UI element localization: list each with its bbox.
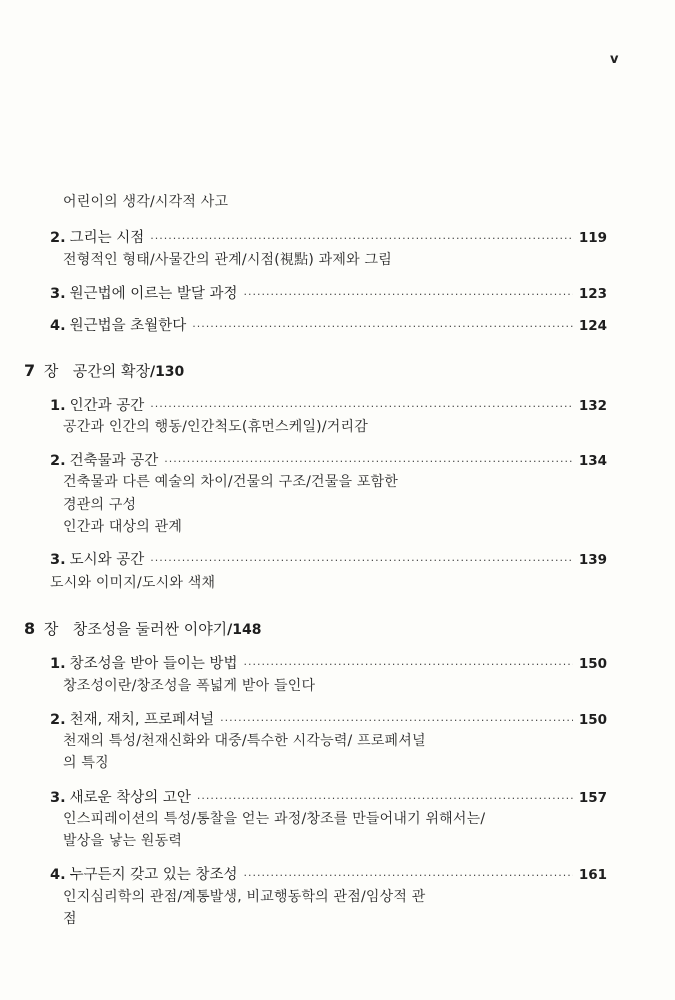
subtopics-6-1: 어린이의 생각/시각적 사고 [63, 194, 229, 210]
leader-dots [197, 792, 573, 805]
page-number: v [610, 52, 619, 67]
leader-dots [164, 455, 573, 468]
subtopics-7-2-line1: 건축물과 다른 예술의 차이/건물의 구조/건물을 포함한 [63, 474, 399, 490]
subtopics-8-3-line2: 발상을 낳는 원동력 [63, 833, 183, 849]
toc-entry-7-1[interactable] [50, 394, 607, 415]
section-number: 4. [50, 867, 66, 883]
section-page: 134 [578, 453, 607, 469]
subtopics-7-1: 공간과 인간의 행동/인간척도(휴먼스케일)/거리감 [63, 419, 368, 435]
toc-entry-7-2[interactable] [50, 449, 607, 470]
subtopics-6-2: 전형적인 형태/사물간의 관계/시점(視點) 과제와 그림 [63, 252, 392, 268]
subtopics-8-4-line2: 점 [63, 911, 77, 927]
section-title: 인간과 공간 [69, 398, 145, 414]
chapter-page: /148 [227, 622, 262, 638]
section-number: 2. [50, 230, 66, 246]
chapter-title: 공간의 확장 [72, 362, 150, 380]
chapter-number: 7 [24, 361, 36, 380]
chapter-number: 8 [24, 619, 36, 638]
leader-dots [244, 658, 573, 671]
chapter-title: 창조성을 둘러싼 이야기 [72, 620, 228, 638]
subtopics-8-2-line1: 천재의 특성/천재신화와 대중/특수한 시각능력/ 프로페셔널 [63, 733, 426, 749]
leader-dots [220, 714, 573, 727]
section-title: 천재, 재치, 프로페셔널 [69, 712, 215, 728]
leader-dots [244, 288, 573, 301]
subtopics-8-3-line1: 인스피레이션의 특성/통찰을 얻는 과정/창조를 만들어내기 위해서는/ [63, 811, 486, 827]
section-number: 4. [50, 318, 66, 334]
toc-entry-6-4[interactable] [50, 314, 607, 335]
section-title: 원근법을 초월한다 [69, 318, 187, 334]
section-page: 139 [578, 552, 607, 568]
chapter-page: /130 [149, 364, 185, 380]
section-page: 161 [578, 867, 607, 883]
chapter-8-heading[interactable] [24, 618, 262, 639]
section-number: 3. [50, 286, 66, 302]
section-number: 1. [50, 398, 66, 414]
toc-entry-8-2[interactable] [50, 708, 607, 729]
section-number: 1. [50, 656, 66, 672]
subtopics-8-4-line1: 인지심리학의 관점/계통발생, 비교행동학의 관점/임상적 관 [63, 889, 426, 905]
section-page: 150 [578, 712, 607, 728]
leader-dots [244, 869, 573, 882]
section-page: 119 [578, 230, 607, 246]
leader-dots [150, 554, 573, 567]
subtopics-7-2-line3: 인간과 대상의 관계 [63, 519, 183, 535]
section-page: 123 [578, 286, 607, 302]
leader-dots [150, 232, 573, 245]
section-page: 157 [578, 790, 607, 806]
leader-dots [150, 400, 573, 413]
section-title: 새로운 착상의 고안 [69, 790, 191, 806]
section-number: 3. [50, 552, 66, 568]
toc-entry-8-1[interactable] [50, 652, 607, 673]
leader-dots [192, 320, 573, 333]
section-title: 원근법에 이르는 발달 과정 [69, 286, 238, 302]
toc-entry-8-3[interactable] [50, 786, 607, 807]
subtopics-8-2-line2: 의 특징 [63, 755, 109, 771]
toc-entry-6-2[interactable] [50, 226, 607, 247]
subtopics-7-2-line2: 경관의 구성 [63, 497, 137, 513]
section-title: 도시와 공간 [69, 552, 145, 568]
toc-entry-6-3[interactable] [50, 282, 607, 303]
section-title: 건축물과 공간 [69, 453, 159, 469]
chapter-jang: 장 [43, 362, 59, 380]
toc-entry-8-4[interactable] [50, 863, 607, 884]
chapter-7-heading[interactable] [24, 360, 184, 381]
section-number: 2. [50, 712, 66, 728]
section-number: 2. [50, 453, 66, 469]
section-page: 124 [578, 318, 607, 334]
section-number: 3. [50, 790, 66, 806]
section-page: 150 [578, 656, 607, 672]
subtopics-8-1: 창조성이란/창조성을 폭넓게 받아 들인다 [63, 678, 316, 694]
section-title: 창조성을 받아 들이는 방법 [69, 656, 238, 672]
subtopics-7-3: 도시와 이미지/도시와 색채 [50, 575, 216, 591]
section-page: 132 [578, 398, 607, 414]
section-title: 누구든지 갖고 있는 창조성 [69, 867, 238, 883]
section-title: 그리는 시점 [69, 230, 145, 246]
toc-entry-7-3[interactable] [50, 548, 607, 569]
chapter-jang: 장 [43, 620, 59, 638]
